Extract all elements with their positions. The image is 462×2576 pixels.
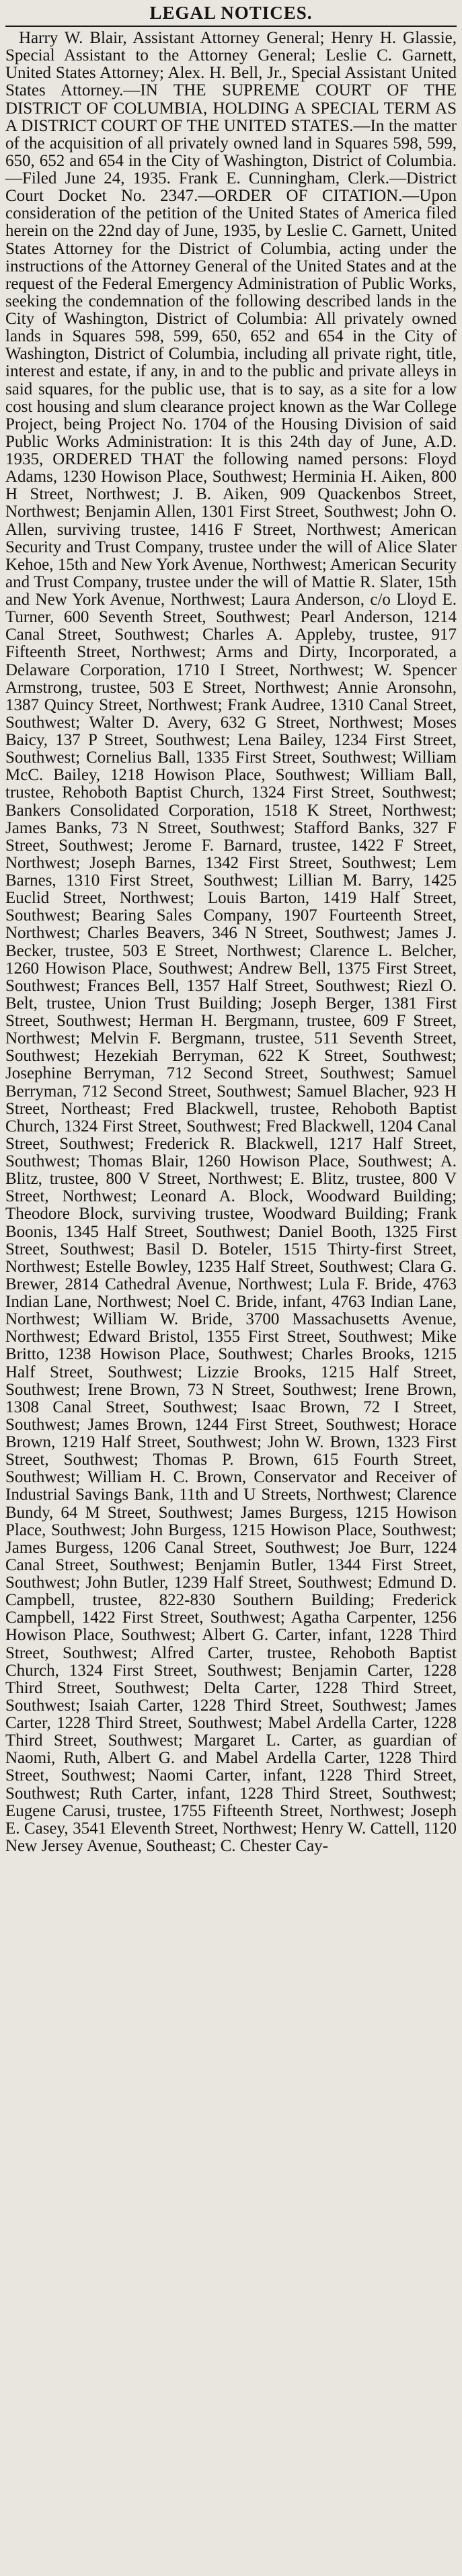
section-heading: LEGAL NOTICES. [149,3,313,23]
legal-notice-body: Harry W. Blair, Assistant Attorney General; Henry H. Glassie, Special Assistant to the Attorney General; Leslie C. Garnett, United States Attorney; Alex. H. Bell, Jr., Special Assistant United States Attorney.—IN THE SUPREME COURT OF THE DISTRICT OF COLUMBIA, HOLDING A SPECIAL TERM AS A DISTRICT COURT OF THE UNITED STATES.—In the matter of the acquisition of all privately owned land in Squares 598, 599, 650, 652 and 654 in the City of Washington, District of Columbia.—Filed June 24, 1935. Frank E. Cunningham, Clerk.—District Court Docket No. 2347.—ORDER OF CITATION.—Upon consideration of the petition of the United States of America filed herein on the 22nd day of June, 1935, by Leslie C. Garnett, United States Attorney for the District of Columbia, acting under the instructions of the Attorney General of the United States and at the request of the Federal Emergency Administration of Public Works, seeking the condemnation of the following described lands in the City of Washington, District of Columbia: All privately owned lands in Squares 598, 599, 650, 652 and 654 in the City of Washington, District of Columbia, including all private right, title, interest and estate, if any, in and to the public and private alleys in said squares, for the public use, that is to say, as a site for a low cost housing and slum clearance project known as the War College Project, being Project No. 1704 of the Housing Division of said Public Works Administration: It is this 24th day of June, A.D. 1935, ORDERED THAT the following named persons: Floyd Adams, 1230 Howison Place, Southwest; Herminia H. Aiken, 800 H Street, Northwest; J. B. Aiken, 909 Quackenbos Street, Northwest; Benjamin Allen, 1301 First Street, Southwest; John O. Allen, surviving trustee, 1416 F Street, Northwest; American Security and Trust Company, trustee under the will of Alice Slater Kehoe, 15th and New York Avenue, Northwest; American Security and Trust Company, trustee under the will of Mattie R. Slater, 15th and New York Avenue, Northwest; Laura Anderson, c/o Lloyd E. Turner, 600 Seventh Street, Southwest; Pearl Anderson, 1214 Canal Street, Southwest; Charles A. Appleby, trustee, 917 Fifteenth Street, Northwest; Arms and Dirty, Incorporated, a Delaware Corporation, 1710 I Street, Northwest; W. Spencer Armstrong, trustee, 503 E Street, Northwest; Annie Aronsohn, 1387 Quincy Street, Northwest; Frank Audree, 1310 Canal Street, Southwest; Walter D. Avery, 632 G Street, Northwest; Moses Baicy, 137 P Street, Southwest; Lena Bailey, 1234 First Street, Southwest; Cornelius Ball, 1335 First Street, Southwest; William McC. Bailey, 1218 Howison Place, Southwest; William Ball, trustee, Rehoboth Baptist Church, 1324 First Street, Southwest; Bankers Consolidated Corporation, 1518 K Street, Northwest; James Banks, 73 N Street, Southwest; Stafford Banks, 327 F Street, Southwest; Jerome F. Barnard, trustee, 1422 F Street, Northwest; Joseph Barnes, 1342 First Street, Southwest; Lem Barnes, 1310 First Street, Southwest; Lillian M. Barry, 1425 Euclid Street, Northwest; Louis Barton, 1419 Half Street, Southwest; Bearing Sales Company, 1907 Fourteenth Street, Northwest; Charles Beavers, 346 N Street, Southwest; James J. Becker, trustee, 503 E Street, Northwest; Clarence L. Belcher, 1260 Howison Place, Southwest; Andrew Bell, 1375 First Street, Southwest; Frances Bell, 1357 Half Street, Southwest; Riezl O. Belt, trustee, Union Trust Building; Joseph Berger, 1381 First Street, Southwest; Herman H. Bergmann, trustee, 609 F Street, Northwest; Melvin F. Bergmann, trustee, 511 Seventh Street, Southwest; Hezekiah Berryman, 622 K Street, Southwest; Josephine Berryman, 712 Second Street, Southwest; Samuel Berryman, 712 Second Street, Southwest; Samuel Blacher, 923 H Street, Northeast; Fred Blackwell, trustee, Rehoboth Baptist Church, 1324 First Street, Southwest; Fred Blackwell, 1204 Canal Street, Southwest; Frederick R. Blackwell, 1217 Half Street, Southwest; Thomas Blair, 1260 Howison Place, Southwest; A. Blitz, trustee, 800 V Street, Northwest; E. Blitz, trustee, 800 V Street, Northwest; Leonard A. Block, Woodward Building; Theodore Block, surviving trustee, Woodward Building; Frank Boonis, 1345 Half Street, Southwest; Daniel Booth, 1325 First Street, Southwest; Basil D. Boteler, 1515 Thirty-first Street, Northwest; Estelle Bowley, 1235 Half Street, Southwest; Clara G. Brewer, 2814 Cathedral Avenue, Northwest; Lula F. Bride, 4763 Indian Lane, Northwest; Noel C. Bride, infant, 4763 Indian Lane, Northwest; William W. Bride, 3700 Massachusetts Avenue, Northwest; Edward Bristol, 1355 First Street, Southwest; Mike Britto, 1238 Howison Place, Southwest; Charles Brooks, 1215 Half Street, Southwest; Lizzie Brooks, 1215 Half Street, Southwest; Irene Brown, 73 N Street, Southwest; Irene Brown, 1308 Canal Street, Southwest; Isaac Brown, 72 I Street, Southwest; James Brown, 1244 First Street, Southwest; Horace Brown, 1219 Half Street, Southwest; John W. Brown, 1323 First Street, Southwest; Thomas P. Brown, 615 Fourth Street, Southwest; William H. C. Brown, Conservator and Receiver of Industrial Savings Bank, 11th and U Streets, Northwest; Clarence Bundy, 64 M Street, Southwest; James Burgess, 1215 Howison Place, Southwest; John Burgess, 1215 Howison Place, Southwest; James Burgess, 1206 Canal Street, Southwest; Joe Burr, 1224 Canal Street, Southwest; Benjamin Butler, 1344 First Street, Southwest; John Butler, 1239 Half Street, Southwest; Edmund D. Campbell, trustee, 822-830 Southern Building; Frederick Campbell, 1422 First Street, Southwest; Agatha Carpenter, 1256 Howison Place, Southwest; Albert G. Carter, infant, 1228 Third Street, Southwest; Alfred Carter, trustee, Rehoboth Baptist Church, 1324 First Street, Southwest; Benjamin Carter, 1228 Third Street, Southwest; Delta Carter, 1228 Third Street, Southwest; Isaiah Carter, 1228 Third Street, Southwest; James Carter, 1228 Third Street, Southwest; Mabel Ardella Carter, 1228 Third Street, Southwest; Margaret L. Carter, as guardian of Naomi, Ruth, Albert G. and Mabel Ardella Carter, 1228 Third Street, Southwest; Naomi Carter, infant, 1228 Third Street, Southwest; Ruth Carter, infant, 1228 Third Street, Southwest; Eugene Carusi, trustee, 1755 Fifteenth Street, Northwest; Joseph E. Casey, 3541 Eleventh Street, Northwest; Henry W. Cattell, 1120 New Jersey Avenue, Southeast; C. Chester Cay- [5,29,457,1855]
heading-rule [5,26,457,27]
